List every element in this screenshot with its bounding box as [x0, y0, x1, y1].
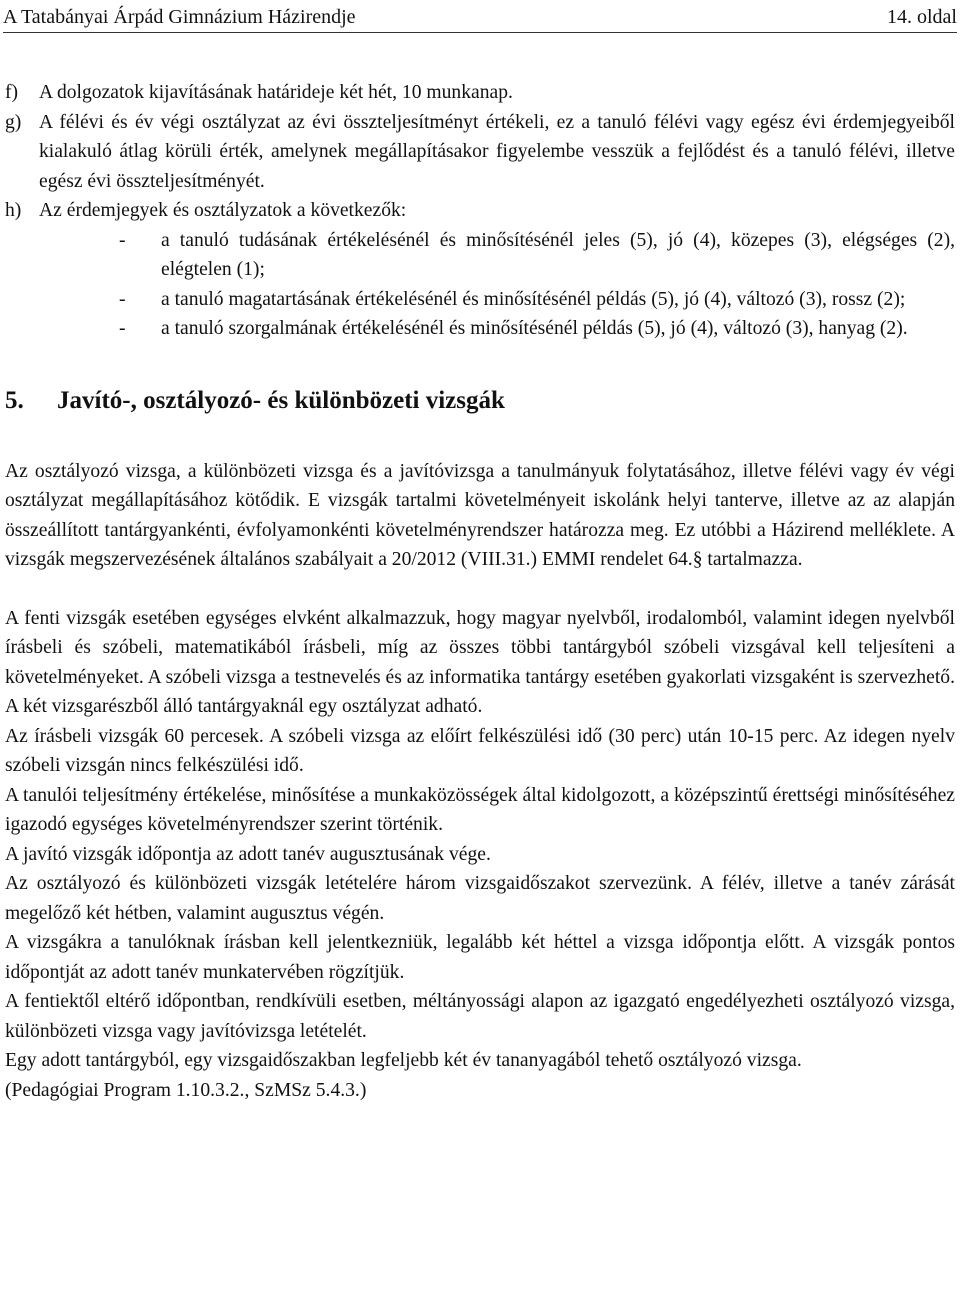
- page-header: [3, 2, 957, 33]
- dash-bullet: -: [119, 288, 126, 310]
- document-body: [5, 78, 955, 1105]
- paragraph-reference: (Pedagógiai Program 1.10.3.2., SzMSz 5.4.3.): [5, 1079, 367, 1101]
- list-item-h: [5, 196, 955, 226]
- grade-item-knowledge: [119, 226, 955, 285]
- grade-item-behaviour: [119, 285, 955, 315]
- section-title: Javító-, osztályozó- és különbözeti vizsgák: [57, 386, 505, 414]
- section-heading: [5, 385, 955, 417]
- grade-item-diligence: [119, 314, 955, 344]
- list-marker: g): [5, 111, 22, 133]
- paragraph-registration: A vizsgákra a tanulóknak írásban kell jelentkezniük, legalább két héttel a vizsga időpontja előtt. A vizsgák pontos időpontját az adott tanév munkatervében rögzítjük.: [5, 932, 955, 983]
- list-item-text: A félévi és év végi osztályzat az évi összteljesítményt értékeli, ez a tanuló félévi vagy egész évi érdemjegyeiből kialakuló átlag körüli érték, amelynek megállapításakor figyelembe vesszük a fejlődést és a tanuló félévi, illetve egész évi összteljesítményét.: [39, 111, 955, 192]
- paragraph-exam-principles: A fenti vizsgák esetében egységes elvként alkalmazzuk, hogy magyar nyelvből, irodalomból, valamint idegen nyelvből írásbeli és szóbeli, matematikából írásbeli, míg az összes többi tantárgyból szóbeli vizsgával kell teljesíteni a követelményeket. A szóbeli vizsga a testnevelés és az informatika tantárgy esetében gyakorlati vizsgaként is szervezhető. A két vizsgarészből álló tantárgyaknál egy osztályzat adható.: [5, 607, 955, 717]
- list-item-text: Az érdemjegyek és osztályzatok a következők:: [39, 200, 407, 221]
- rules-list: [5, 78, 955, 344]
- list-item-g: [5, 108, 955, 197]
- list-item-text: A dolgozatok kijavításának határideje két hét, 10 munkanap.: [39, 82, 513, 103]
- list-item-f: [5, 78, 955, 108]
- paragraph-exam-types: Az osztályozó vizsga, a különbözeti vizsga és a javítóvizsga a tanulmányuk folytatásához, illetve félévi vagy év végi osztályzat megállapításához kötődik. E vizsgák tartalmi követelményeit iskolánk helyi tanterve, illetve az az alapján összeállított tantárgyankénti, évfolyamonkénti követelményrendszer határozza meg. Ez utóbbi a Házirend melléklete. A vizsgák megszervezésének általános szabályait a 20/2012 (VIII.31.) EMMI rendelet 64.§ tartalmazza.: [5, 460, 955, 570]
- paragraph-assessment: A tanulói teljesítmény értékelése, minősítése a munkaközösségek által kidolgozott, a középszintű érettségi minősítéséhez igazodó egységes követelményrendszer szerint történik.: [5, 784, 955, 835]
- dash-bullet: -: [119, 318, 126, 339]
- paragraph-exceptions: A fentiektől eltérő időpontban, rendkívüli esetben, méltányossági alapon az igazgató engedélyezheti osztályozó vizsga, különbözeti vizsga vagy javítóvizsga letételét.: [5, 991, 955, 1042]
- grade-item-text: a tanuló magatartásának értékelésénél és minősítésénél példás (5), jó (4), változó (3), rossz (2);: [161, 288, 906, 310]
- dash-bullet: -: [119, 229, 126, 251]
- list-marker: f): [5, 82, 19, 103]
- page-number: 14. oldal: [887, 6, 957, 28]
- paragraph-limit: Egy adott tantárgyból, egy vizsgaidőszakban legfeljebb két év tananyagából tehető osztályozó vizsga.: [5, 1050, 802, 1071]
- paragraph-exam-duration: Az írásbeli vizsgák 60 percesek. A szóbeli vizsga az előírt felkészülési idő (30 perc) után 10-15 perc. Az idegen nyelv szóbeli vizsgán nincs felkészülési idő.: [5, 725, 955, 776]
- document-title: A Tatabányai Árpád Gimnázium Házirendje: [3, 6, 356, 28]
- grade-item-text: a tanuló szorgalmának értékelésénél és minősítésénél példás (5), jó (4), változó (3), hanyag (2).: [161, 318, 908, 339]
- grade-item-text: a tanuló tudásának értékelésénél és minősítésénél jeles (5), jó (4), közepes (3), elégséges (2), elégtelen (1);: [161, 229, 955, 280]
- paragraph-exam-periods: Az osztályozó és különbözeti vizsgák letételére három vizsgaidőszakot szervezünk. A félév, illetve a tanév zárását megelőző két hétben, valamint augusztus végén.: [5, 873, 955, 924]
- list-marker: h): [5, 200, 22, 221]
- section-number: 5.: [5, 386, 24, 414]
- paragraph-retake-date: A javító vizsgák időpontja az adott tanév augusztusának vége.: [5, 843, 491, 865]
